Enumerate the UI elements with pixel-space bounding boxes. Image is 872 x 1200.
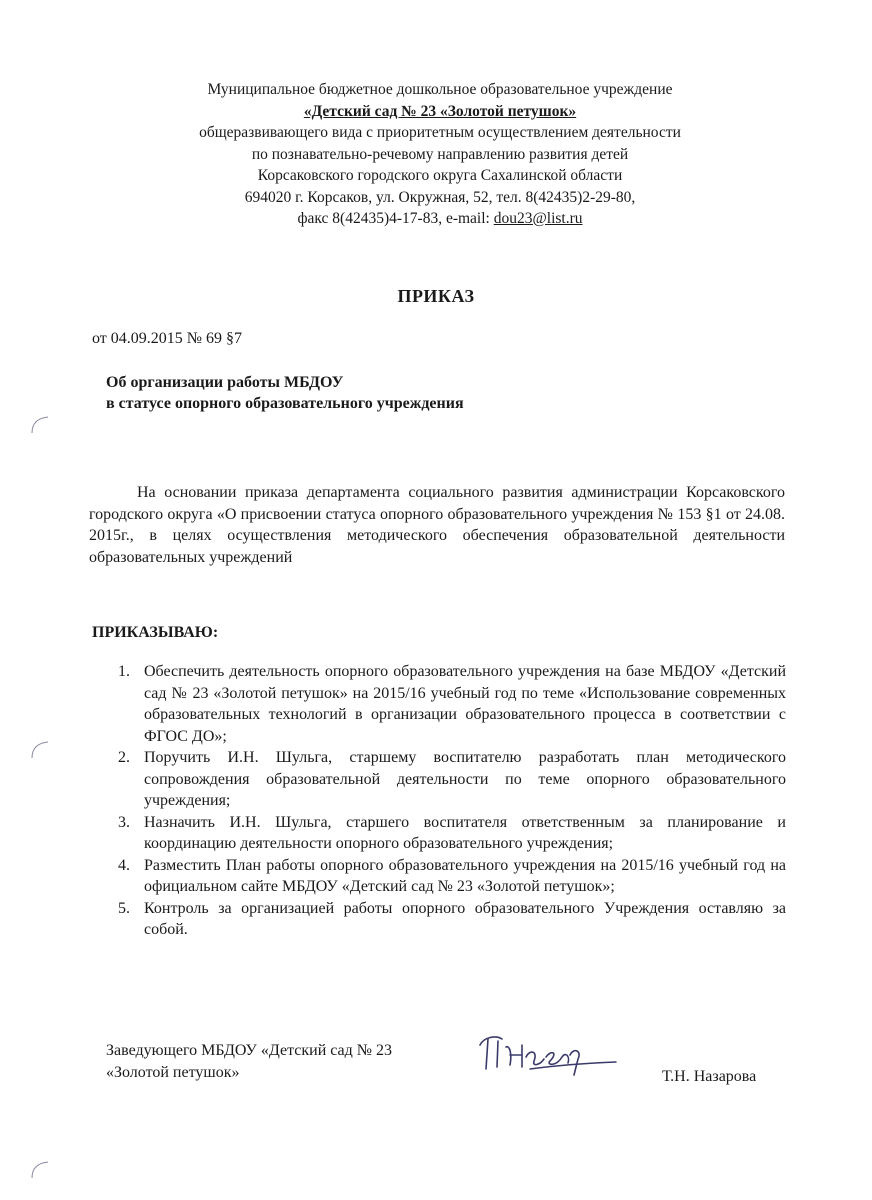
order-number-date: от 04.09.2015 № 69 §7 — [92, 330, 243, 347]
signatory-line-2: «Золотой петушок» — [106, 1064, 240, 1081]
item-number: 1. — [118, 663, 130, 680]
item-text: Контроль за организацией работы опорного образовательного Учреждения оставляю за собой. — [144, 899, 786, 938]
list-item — [92, 661, 786, 747]
order-subject — [106, 372, 464, 414]
list-item — [92, 812, 786, 855]
header-institution-name: «Детский сад № 23 «Золотой петушок» — [303, 102, 577, 120]
header-line-3: общеразвивающего вида с приоритетным осуществлением деятельности — [199, 124, 681, 141]
item-text: Обеспечить деятельность опорного образовательного учреждения на базе МБДОУ «Детский сад № 23 «Золотой петушок» на 2015/16 учебный год по теме «Использование современных образовательных технологий в организации образовательного процесса в соответствии с ФГОС ДО»; — [144, 663, 786, 745]
subject-line-2: в статусе опорного образовательного учреждения — [106, 395, 464, 412]
header-line-1: Муниципальное бюджетное дошкольное образовательное учреждение — [207, 81, 673, 98]
order-items-list — [92, 661, 786, 941]
scan-mark-icon — [30, 1160, 50, 1180]
item-text: Назначить И.Н. Шульга, старшего воспитателя ответственным за планирование и координацию деятельности опорного образовательного учреждения; — [144, 813, 786, 852]
item-number: 3. — [118, 813, 130, 831]
list-item — [92, 855, 786, 898]
header-contacts — [120, 208, 760, 230]
signatory-line-1: Заведующего МБДОУ «Детский сад № 23 — [106, 1042, 393, 1059]
header-line-4: по познавательно-речевому направлению развития детей — [251, 145, 629, 163]
institution-header — [120, 79, 760, 230]
scan-mark-icon — [30, 740, 50, 760]
subject-line-1: Об организации работы МБДОУ — [106, 374, 344, 391]
order-heading: ПРИКАЗЫВАЮ: — [92, 624, 219, 641]
handwritten-signature — [470, 1025, 620, 1085]
item-number: 5. — [118, 899, 130, 917]
header-address: 694020 г. Корсаков, ул. Окружная, 52, тел. 8(42435)2-29-80, — [244, 188, 636, 206]
document-title: ПРИКАЗ — [397, 286, 475, 306]
header-line-5: Корсаковского городского округа Сахалинской области — [257, 167, 623, 184]
list-item — [92, 747, 786, 812]
item-number: 2. — [118, 749, 130, 766]
header-fax: факс 8(42435)4-17-83, e-mail: — [297, 210, 494, 227]
item-text: Поручить И.Н. Шульга, старшему воспитателю разработать план методического сопровождения образовательной деятельности по теме опорного образовательного учреждения; — [144, 749, 786, 809]
header-email: dou23@list.ru — [493, 210, 583, 227]
list-item — [92, 898, 786, 941]
basis-paragraph: На основании приказа департамента социального развития администрации Корсаковского городского округа «О присвоении статуса опорного образовательного учреждения № 153 §1 от 24.08. 2015г., в целях осуществления методического обеспечения образовательной деятельности образовательных учреждений — [89, 484, 785, 566]
item-text: Разместить План работы опорного образовательного учреждения на 2015/16 учебный год на официальном сайте МБДОУ «Детский сад № 23 «Золотой петушок»; — [144, 856, 786, 895]
signatory-position — [106, 1040, 392, 1084]
signatory-name: Т.Н. Назарова — [662, 1068, 757, 1085]
scan-mark-icon — [30, 415, 50, 435]
item-number: 4. — [118, 856, 130, 874]
